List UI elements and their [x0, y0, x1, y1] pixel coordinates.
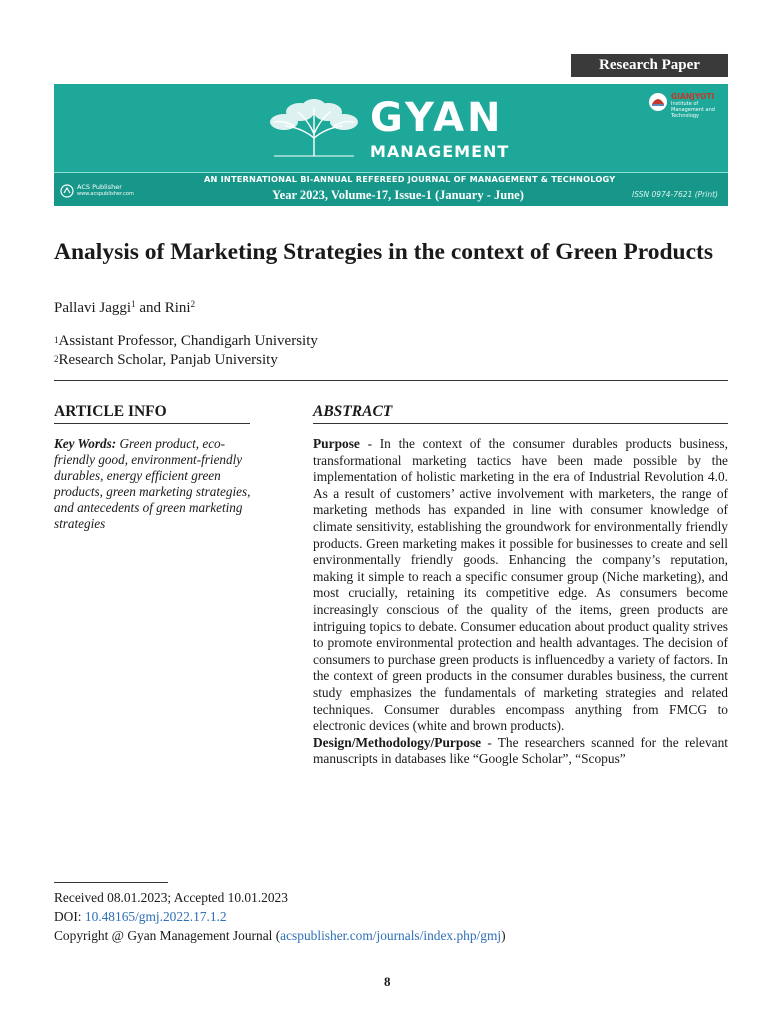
doi-line: [54, 907, 506, 926]
affiliations: [54, 332, 318, 370]
design-text: - The researchers scanned for the relevant manuscripts in databases like “Google Scholar”, “Scopus”: [313, 734, 728, 767]
abstract-design: [313, 735, 728, 768]
header-divider: [54, 380, 728, 381]
tree-logo-icon: [264, 98, 364, 158]
affiliation-1-sup: 1: [54, 335, 59, 345]
partner-logo: [648, 92, 724, 132]
copyright-line: [54, 926, 506, 945]
copyright-text: Copyright @ Gyan Management Journal (: [54, 928, 281, 943]
article-title: Analysis of Marketing Strategies in the context of Green Products: [54, 239, 714, 265]
doi-label: DOI:: [54, 909, 85, 924]
banner-divider: [54, 172, 728, 173]
affiliation-1: [54, 332, 318, 351]
journal-subtitle: AN INTERNATIONAL BI-ANNUAL REFEREED JOURNAL OF MANAGEMENT & TECHNOLOGY: [204, 174, 616, 184]
author-1-affil: 1: [131, 299, 136, 309]
publisher-emblem-icon: [60, 184, 74, 198]
affiliation-2: [54, 351, 318, 370]
design-label: Design/Methodology/Purpose: [313, 734, 482, 750]
affiliation-1-text: Assistant Professor, Chandigarh University: [58, 333, 318, 349]
partner-name: GIANJYOTI: [671, 92, 715, 101]
journal-link[interactable]: acspublisher.com/journals/index.php/gmj: [280, 928, 502, 943]
logo-sub-text: MANAGEMENT: [370, 142, 510, 161]
affiliation-2-sup: 2: [54, 354, 59, 364]
issn-number: ISSN 0974-7621 (Print): [632, 190, 718, 199]
footnote: [54, 888, 506, 945]
keywords: [54, 436, 264, 532]
partner-emblem-icon: [648, 92, 668, 112]
doi-link[interactable]: 10.48165/gmj.2022.17.1.2: [84, 909, 227, 924]
keywords-text: Green product, eco-friendly good, environment-friendly durables, energy efficient green products, green marketing strategies, and antecedents of green marketing strategies: [54, 436, 251, 531]
author-2-affil: 2: [190, 299, 196, 309]
affiliation-2-text: Research Scholar, Panjab University: [58, 352, 278, 368]
purpose-label: Purpose: [313, 436, 360, 451]
author-joiner: and: [135, 300, 165, 316]
abstract-body: [313, 436, 728, 768]
volume-issue: Year 2023, Volume-17, Issue-1 (January - June): [272, 188, 524, 202]
abstract-heading: ABSTRACT: [313, 403, 393, 420]
copyright-end: ): [501, 928, 506, 943]
keywords-label: Key Words:: [54, 436, 117, 451]
authors: [54, 300, 195, 317]
author-1: Pallavi Jaggi: [54, 300, 132, 316]
abstract-purpose: [313, 436, 728, 735]
partner-description: Institute of Management and Technology: [671, 101, 715, 119]
article-info-heading: ARTICLE INFO: [54, 403, 167, 420]
article-info-rule: [54, 423, 250, 424]
journal-banner: [54, 84, 728, 206]
publisher-url: www.acspublisher.com: [77, 191, 134, 197]
footnote-rule: [54, 882, 168, 883]
abstract-rule: [313, 423, 728, 424]
page-number: 8: [384, 974, 391, 989]
logo-main-text: GYAN: [370, 95, 504, 141]
publisher-logo: [60, 184, 134, 198]
research-paper-tag: Research Paper: [571, 54, 728, 77]
publisher-name: ACS Publisher: [77, 183, 122, 191]
purpose-text: - In the context of the consumer durables products business, transformational marketing tactics have been made possible by the implementation of holistic marketing in the era of Industrial Revolution 4.0. As a result of customers’ active involvement with marketers, the range of marketing methods has expanded in line with consumer knowledge of climate sensitivity, establishing the groundwork for environmentally friendly products. Green marketing makes it possible for businesses to create and sell environmentally friendly goods. Enhancing the company’s reputation, making it simple to reach a specific consumer group (Niche marketing), and most crucially, retaining its competitive edge. As consumers become increasingly conscious of the quality of the items, green products are intriguing topics to debate. Consumer education about product quality strives to promote environmental protection and health advantages. The decision of consumers to purchase green products is influencedby a variety of factors. In the context of green products in the consumer durables business, the current study emphasizes the fundamentals of marketing strategies and related techniques. Consumer durables encompass anything from FMCG to electronic devices (white and brown products).: [313, 436, 728, 734]
author-2: Rini: [164, 300, 191, 316]
received-dates: Received 08.01.2023; Accepted 10.01.2023: [54, 890, 288, 905]
